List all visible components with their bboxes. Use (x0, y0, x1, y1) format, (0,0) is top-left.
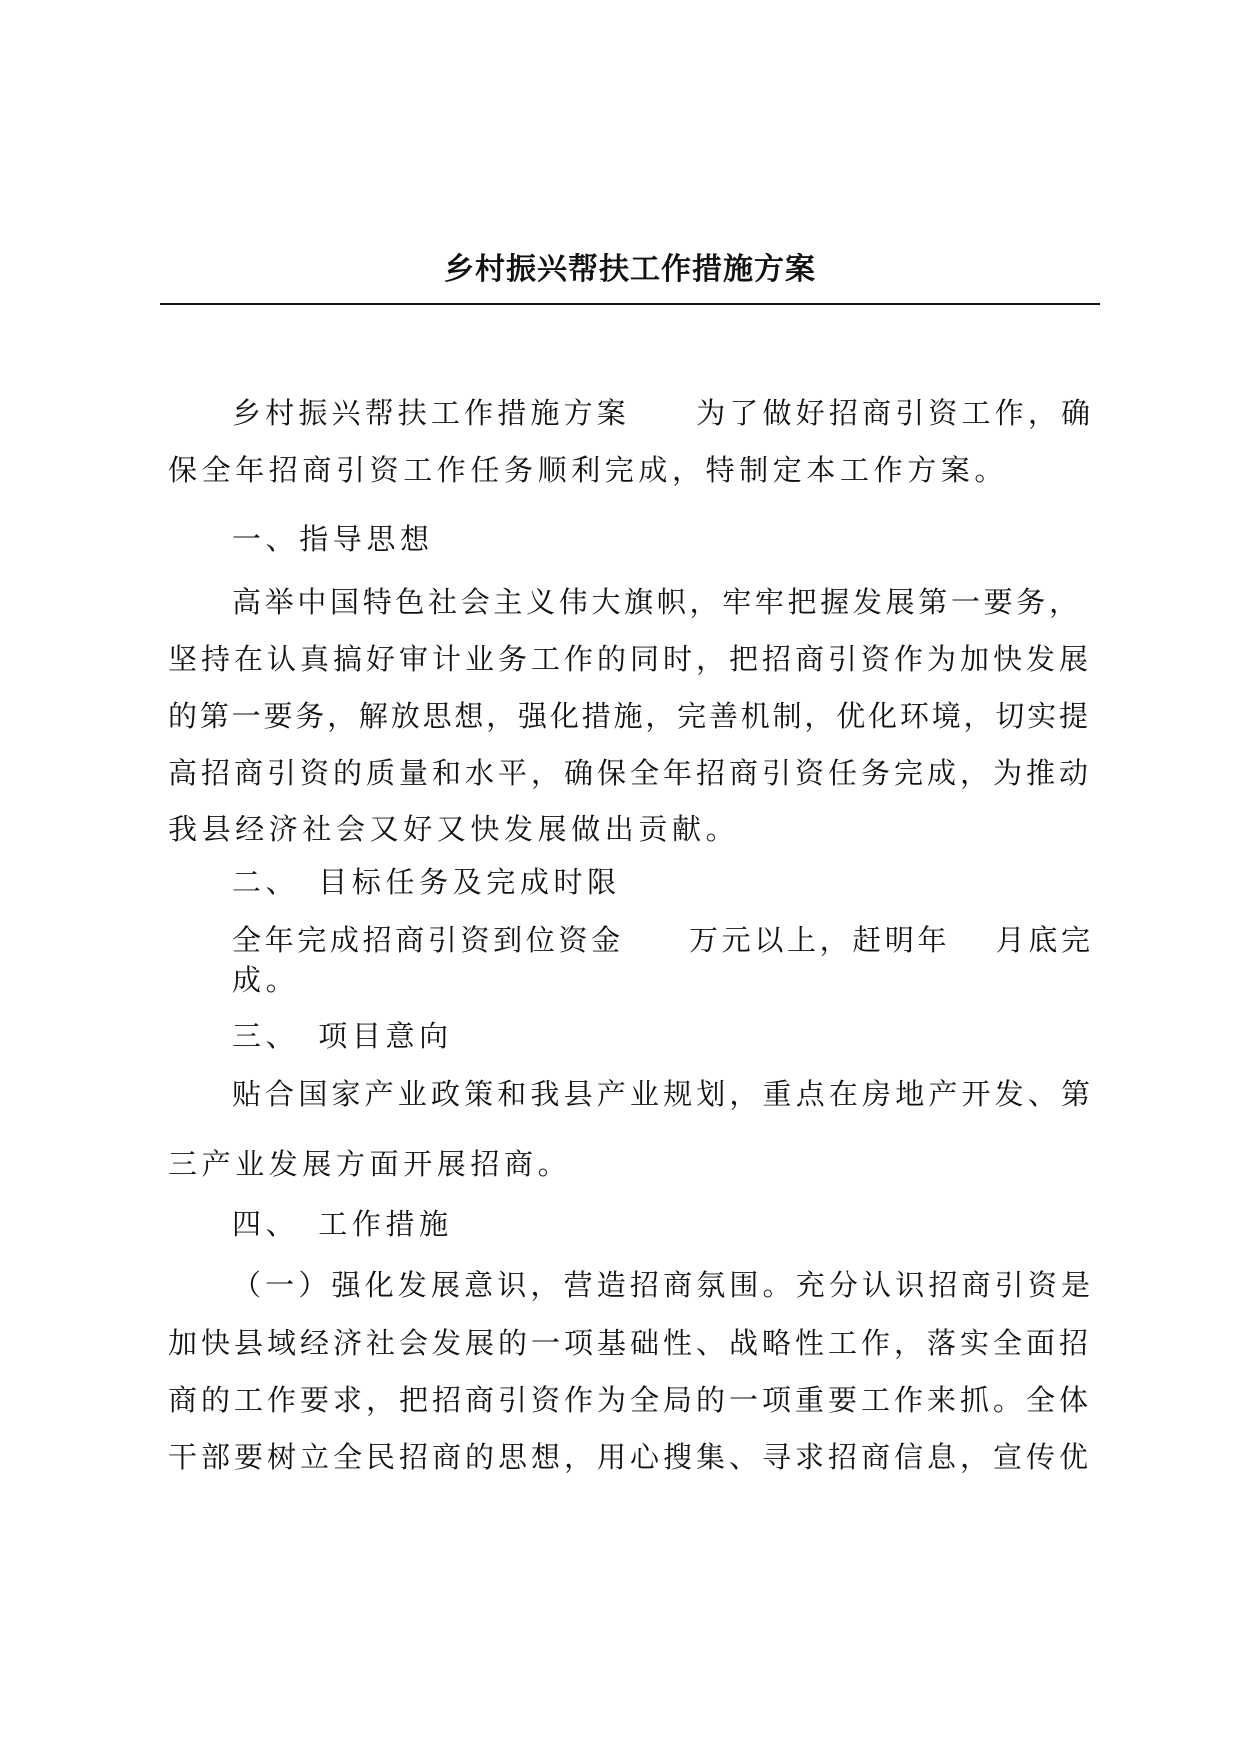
paragraph-line: 乡村振兴帮扶工作措施方案 为了做好招商引资工作，确 (232, 396, 1090, 430)
paragraph-line: 高举中国特色社会主义伟大旗帜，牢牢把握发展第一要务， (232, 585, 1078, 619)
section-heading: 一、指导思想 (232, 522, 434, 556)
paragraph-line: （一）强化发展意识，营造招商氛围。充分认识招商引资是 (232, 1268, 1090, 1302)
paragraph-line: 成。 (232, 963, 300, 997)
paragraph-line: 保全年招商引资工作任务顺利完成，特制定本工作方案。 (168, 453, 1009, 487)
paragraph-line: 全年完成招商引资到位资金 万元以上，赶明年 月底完 (232, 923, 1090, 957)
paragraph-line: 干部要树立全民招商的思想，用心搜集、寻求招商信息，宣传优 (168, 1440, 1088, 1474)
paragraph-line: 的第一要务，解放思想，强化措施，完善机制，优化环境，切实提 (168, 699, 1088, 733)
section-heading: 四、 工作措施 (232, 1207, 453, 1241)
title-underline (160, 303, 1100, 305)
section-heading: 二、 目标任务及完成时限 (232, 865, 621, 899)
paragraph-line: 坚持在认真搞好审计业务工作的同时，把招商引资作为加快发展 (168, 642, 1088, 676)
paragraph-line: 我县经济社会又好又快发展做出贡献。 (168, 812, 740, 846)
paragraph-line: 贴合国家产业政策和我县产业规划，重点在房地产开发、第 (232, 1077, 1090, 1111)
document-title: 乡村振兴帮扶工作措施方案 (444, 252, 816, 287)
paragraph-line: 高招商引资的质量和水平，确保全年招商引资任务完成，为推动 (168, 756, 1088, 790)
section-heading: 三、 项目意向 (232, 1019, 453, 1053)
paragraph-line: 加快县域经济社会发展的一项基础性、战略性工作，落实全面招 (168, 1326, 1088, 1360)
paragraph-line: 商的工作要求，把招商引资作为全局的一项重要工作来抓。全体 (168, 1383, 1088, 1417)
paragraph-line: 三产业发展方面开展招商。 (168, 1147, 572, 1181)
